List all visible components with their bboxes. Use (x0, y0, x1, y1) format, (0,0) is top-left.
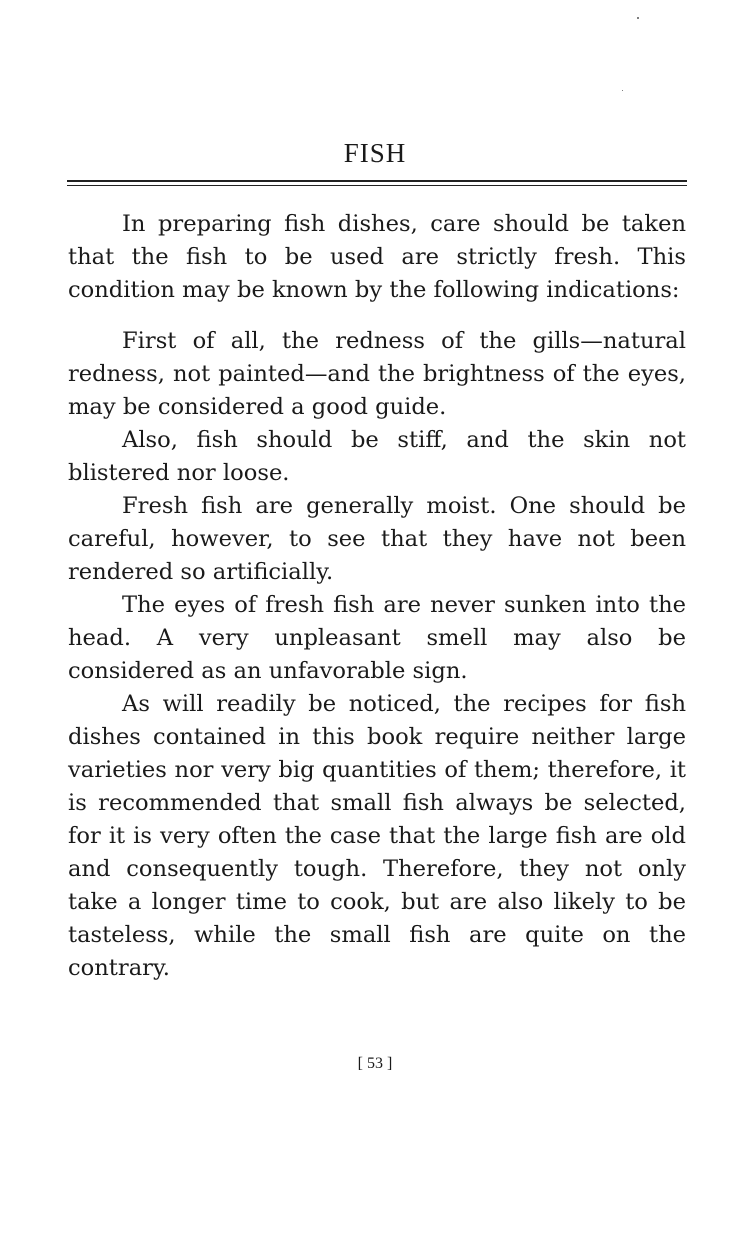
page-number: [ 53 ] (357, 1055, 393, 1072)
paragraph: As will readily be noticed, the recipes for fish dishes contained in this book require neither large varieties nor very big quantities of them; therefore, it is recommended that small fish always be selected, for it is very often the case that the large fish are old and consequently tough. Therefore, they not only take a longer time to cook, but are also likely to be tasteless, while the small fish are quite on the contrary. (68, 691, 686, 981)
paragraph: Also, fish should be stiff, and the skin not blistered nor loose. (68, 427, 686, 486)
heading-rule-top (67, 180, 687, 182)
scan-speck (637, 17, 639, 19)
paragraph: The eyes of fresh fish are never sunken into the head. A very unpleasant smell may also be considered as an unfavorable sign. (68, 592, 686, 684)
paragraph: Fresh fish are generally moist. One should be careful, however, to see that they have not been rendered so artificially. (68, 493, 686, 585)
heading-rule-bottom (67, 185, 687, 186)
body-text (68, 208, 686, 985)
paragraph: In preparing fish dishes, care should be taken that the fish to be used are strictly fresh. This condition may be known by the following indications: (68, 211, 686, 303)
paragraph: First of all, the redness of the gills—natural redness, not painted—and the brightness of the eyes, may be considered a good guide. (68, 328, 686, 420)
scan-speck (622, 90, 623, 91)
chapter-heading: FISH (343, 138, 407, 168)
